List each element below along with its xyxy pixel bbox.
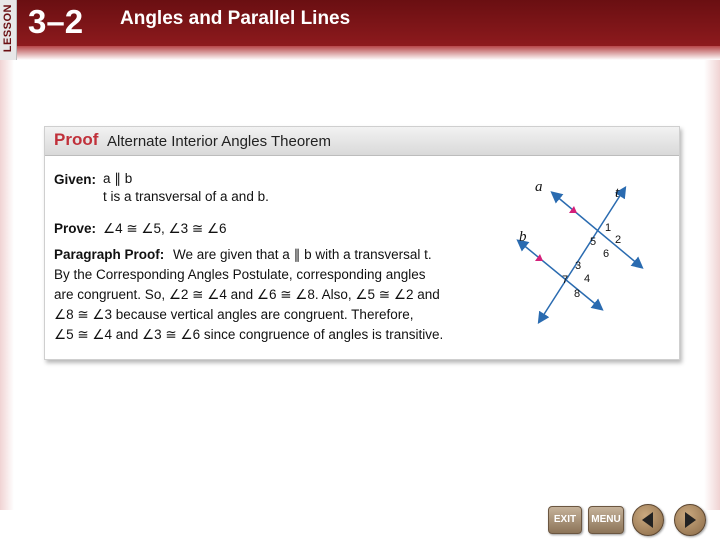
paragraph-line-3: are congruent. So, ∠2 ≅ ∠4 and ∠6 ≅ ∠8. Also, ∠5 ≅ ∠2 and (54, 287, 440, 302)
angle-label-5: 5 (590, 236, 597, 248)
triangle-right-icon (675, 505, 705, 535)
lesson-tab-label: LESSON (2, 4, 14, 53)
theorem-title: Alternate Interior Angles Theorem (107, 133, 332, 150)
transversal-figure (511, 171, 651, 331)
given-label: Given: (54, 172, 97, 187)
next-button[interactable] (674, 504, 706, 536)
triangle-left-icon (633, 505, 663, 535)
angle-label-8: 8 (574, 288, 581, 300)
transversal-line-t (541, 191, 623, 319)
proof-panel (44, 126, 680, 360)
previous-button[interactable] (632, 504, 664, 536)
label-line-t: t (615, 185, 620, 201)
paragraph-line-2: By the Corresponding Angles Postulate, corresponding angles (54, 267, 426, 282)
proof-label: Proof (54, 130, 99, 149)
paragraph-line-5: ∠5 ≅ ∠4 and ∠3 ≅ ∠6 since congruence of angles is transitive. (54, 327, 444, 342)
prove-label: Prove: (54, 221, 97, 236)
angle-label-7: 7 (562, 274, 569, 286)
angle-label-3: 3 (575, 260, 582, 272)
parallel-line-a (555, 195, 639, 265)
label-line-b: b (519, 229, 527, 245)
angle-label-2: 2 (615, 234, 622, 246)
prove-text: ∠4 ≅ ∠5, ∠3 ≅ ∠6 (103, 221, 227, 236)
lesson-title: Angles and Parallel Lines (120, 8, 351, 29)
proof-title-bar (45, 127, 679, 156)
angle-label-6: 6 (603, 248, 610, 260)
menu-button[interactable]: MENU (588, 506, 624, 534)
exit-button[interactable]: EXIT (548, 506, 582, 534)
paragraph-proof-label: Paragraph Proof: (54, 247, 165, 262)
label-line-a: a (535, 179, 543, 195)
left-edge-decoration (0, 60, 14, 510)
angle-label-1: 1 (605, 222, 612, 234)
lesson-number: 3–2 (28, 3, 84, 40)
lesson-tab (0, 0, 17, 60)
paragraph-line-4: ∠8 ≅ ∠3 because vertical angles are congruent. Therefore, (54, 307, 414, 322)
given-line-2: t is a transversal of a and b. (103, 189, 269, 204)
header-fade (0, 46, 720, 60)
angle-label-4: 4 (584, 273, 591, 285)
paragraph-line-1: We are given that a ∥ b with a transversal t. (173, 247, 432, 262)
given-line-1: a ∥ b (103, 171, 133, 186)
lesson-header (0, 0, 720, 46)
right-edge-decoration (704, 60, 720, 510)
